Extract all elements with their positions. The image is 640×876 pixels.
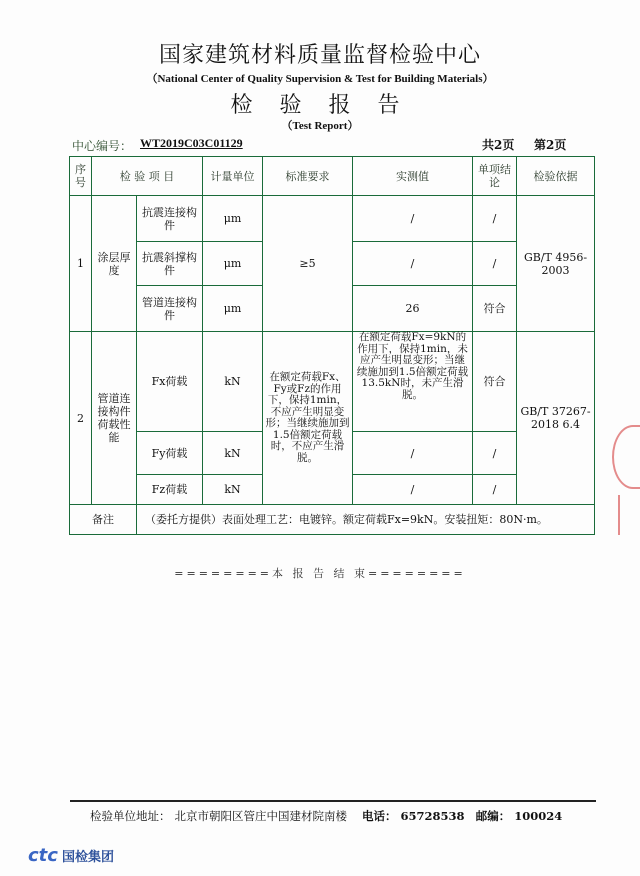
unit-cell: μm — [203, 286, 263, 332]
unit-cell: kN — [203, 432, 263, 475]
header-measured: 实测值 — [353, 157, 473, 196]
header-standard: 标准要求 — [263, 157, 353, 196]
table-row — [70, 332, 595, 432]
stamp-fragment-bottom — [618, 495, 640, 535]
postcode-label: 邮编： — [475, 809, 511, 823]
report-title: 检 验 报 告 — [230, 93, 410, 118]
sub-item: 抗震斜撑构件 — [137, 242, 203, 286]
report-subtitle: （Test Report） — [281, 120, 359, 132]
address-label: 检验单位地址： — [90, 809, 171, 823]
footer — [90, 808, 566, 824]
postcode: 100024 — [514, 809, 563, 823]
sub-item: 管道连接构件 — [137, 286, 203, 332]
conclusion-cell: / — [473, 242, 517, 286]
measured-cell: / — [353, 242, 473, 286]
phone-label: 电话： — [361, 809, 397, 823]
group2-standard: 在额定荷载Fx、Fy或Fz的作用下，保持1min，不应产生明显变形；当继续施加到1.5倍额定荷载时，不应产生滑脱。 — [263, 332, 353, 505]
conclusion-cell: / — [473, 432, 517, 475]
unit-cell: μm — [203, 242, 263, 286]
measured-cell: / — [353, 196, 473, 242]
group1-basis: GB/T 4956-2003 — [517, 196, 595, 332]
group2-basis: GB/T 37267-2018 6.4 — [517, 332, 595, 505]
sub-item: 抗震连接构件 — [137, 196, 203, 242]
page-title: 国家建筑材料质量监督检验中心 — [158, 43, 481, 68]
sub-item: Fz荷载 — [137, 475, 203, 505]
footer-divider — [70, 800, 596, 802]
header-conclusion: 单项结论 — [473, 157, 517, 196]
group2-item: 管道连接构件荷载性能 — [92, 332, 137, 505]
table-header-row — [70, 157, 595, 196]
measured-cell: 26 — [353, 286, 473, 332]
ctc-logo-icon: ctc — [28, 845, 58, 866]
remark-text: （委托方提供）表面处理工艺：电镀锌。额定荷载Fx=9kN。安装扭矩：80N·m。 — [137, 505, 595, 535]
conclusion-cell: 符合 — [473, 286, 517, 332]
measured-cell: / — [353, 475, 473, 505]
page-number: 第2页 — [534, 138, 567, 152]
header-unit: 计量单位 — [203, 157, 263, 196]
report-table — [69, 156, 595, 535]
header-no: 序号 — [70, 157, 92, 196]
group1-standard: ≥5 — [263, 196, 353, 332]
unit-cell: kN — [203, 332, 263, 432]
measured-cell: 在额定荷载Fx=9kN的作用下，保持1min，未应产生明显变形；当继续施加到1.5倍额定荷载13.5kN时，未产生滑脱。 — [353, 332, 473, 432]
conclusion-cell: / — [473, 196, 517, 242]
address: 北京市朝阳区管庄中国建材院南楼 — [174, 809, 347, 823]
page-count: 共2页 — [482, 138, 515, 152]
group2-no: 2 — [70, 332, 92, 505]
unit-cell: μm — [203, 196, 263, 242]
unit-cell: kN — [203, 475, 263, 505]
conclusion-cell: / — [473, 475, 517, 505]
conclusion-cell: 符合 — [473, 332, 517, 432]
sub-item: Fy荷载 — [137, 432, 203, 475]
code-label: 中心编号： — [72, 139, 133, 153]
group1-item: 涂层厚度 — [92, 196, 137, 332]
header-item: 检 验 项 目 — [92, 157, 203, 196]
measured-cell: / — [353, 432, 473, 475]
sub-item: Fx荷载 — [137, 332, 203, 432]
header-basis: 检验依据 — [517, 157, 595, 196]
remark-row — [70, 505, 595, 535]
page-subtitle: （National Center of Quality Supervision & Test for Building Materials） — [146, 73, 494, 85]
code-value: WT2019C03C01129 — [140, 136, 243, 150]
report-end-line: ========本 报 告 结 束======== — [174, 567, 466, 580]
stamp-fragment-top — [612, 425, 640, 489]
group-logo — [28, 845, 114, 866]
group-name: 国检集团 — [61, 850, 114, 865]
table-row — [70, 196, 595, 242]
phone: 65728538 — [400, 809, 465, 823]
group1-no: 1 — [70, 196, 92, 332]
remark-label: 备注 — [70, 505, 137, 535]
